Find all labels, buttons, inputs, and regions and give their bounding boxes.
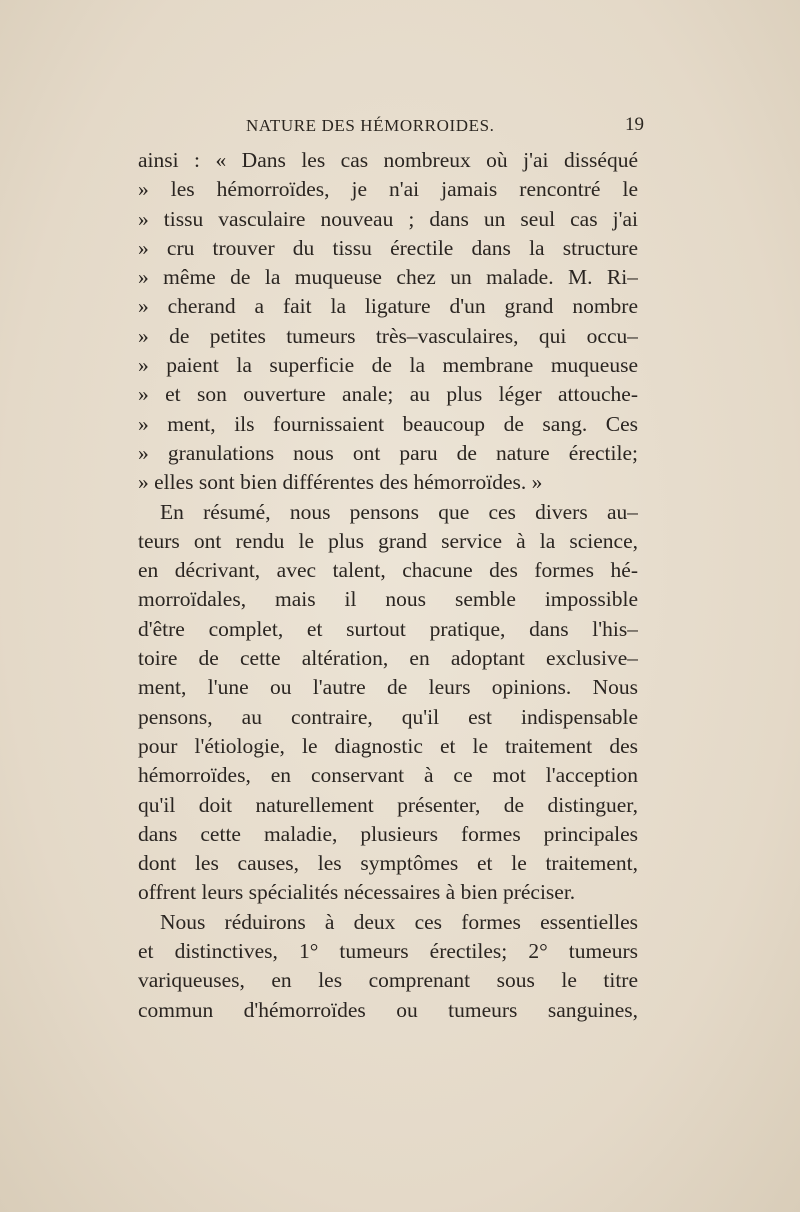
text-line: hémorroïdes, en conservant à ce mot l'acception [138,763,638,788]
text-line: » de petites tumeurs très–vasculaires, qui occu– [138,323,638,348]
text-line: » cru trouver du tissu érectile dans la structure [138,235,638,260]
text-line: morroïdales, mais il nous semble impossible [138,587,638,612]
text-line: En résumé, nous pensons que ces divers au– [160,499,638,524]
text-line: dans cette maladie, plusieurs formes principales [138,821,638,846]
text-line: ainsi : « Dans les cas nombreux où j'ai disséqué [138,148,638,172]
text-line: » tissu vasculaire nouveau ; dans un seul cas j'ai [138,206,638,231]
body-text [138,146,638,1025]
text-line: variqueuses, en les comprenant sous le titre [138,968,638,993]
text-line: » et son ouverture anale; au plus léger attouche- [138,382,638,407]
text-line: pensons, au contraire, qu'il est indispensable [138,704,638,729]
text-line: teurs ont rendu le plus grand service à la science, [138,528,638,553]
text-line: en décrivant, avec talent, chacune des formes hé- [138,558,638,583]
running-title: NATURE DES HÉMORROIDES. [246,116,495,135]
text-line: offrent leurs spécialités nécessaires à bien préciser. [138,880,576,905]
text-line: » les hémorroïdes, je n'ai jamais rencontré le [138,177,638,202]
text-line: dont les causes, les symptômes et le traitement, [138,851,638,876]
text-line: » cherand a fait la ligature d'un grand nombre [138,294,638,319]
text-line: » elles sont bien différentes des hémorroïdes. » [138,470,543,495]
running-head [140,114,644,144]
page-number: 19 [625,114,644,135]
text-line: » paient la superficie de la membrane muqueuse [138,353,638,378]
text-line: » granulations nous ont paru de nature érectile; [138,440,638,465]
text-line: commun d'hémorroïdes ou tumeurs sanguines, [138,997,638,1022]
text-line: » ment, ils fournissaient beaucoup de sang. Ces [138,411,638,436]
text-line: toire de cette altération, en adoptant exclusive– [138,646,638,671]
text-line: d'être complet, et surtout pratique, dans l'his– [138,616,638,641]
text-line: pour l'étiologie, le diagnostic et le traitement des [138,733,638,758]
text-line: ment, l'une ou l'autre de leurs opinions. Nous [138,675,638,700]
text-line: et distinctives, 1° tumeurs érectiles; 2° tumeurs [138,939,638,964]
text-line: » même de la muqueuse chez un malade. M. Ri– [138,265,638,290]
text-line: Nous réduirons à deux ces formes essentielles [160,909,638,934]
text-line: qu'il doit naturellement présenter, de distinguer, [138,792,638,817]
